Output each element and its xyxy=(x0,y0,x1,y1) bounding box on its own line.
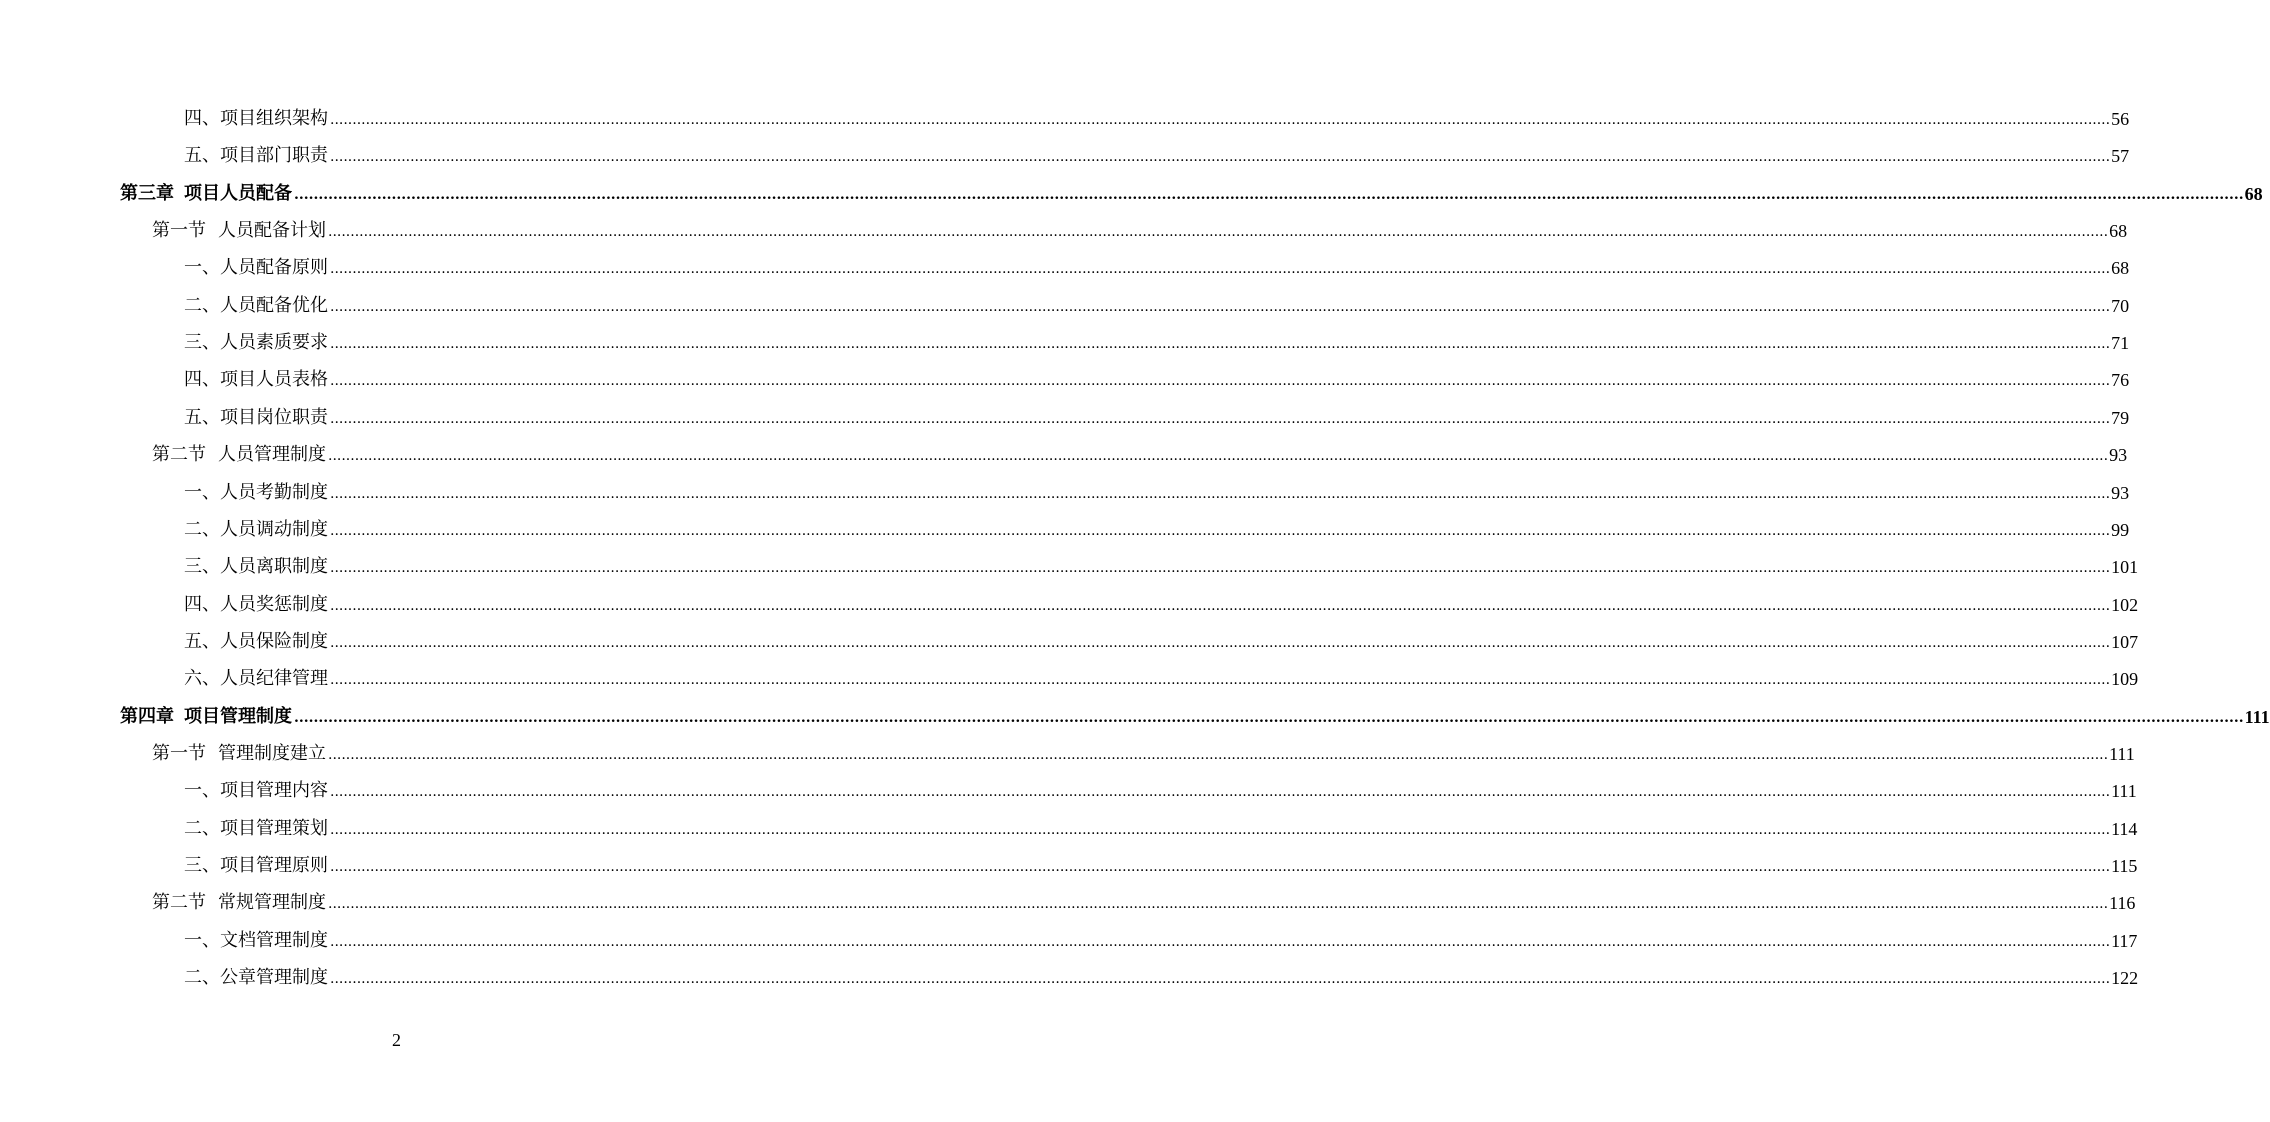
toc-entry-title: 人员纪律管理 xyxy=(220,668,328,690)
toc-entry[interactable] xyxy=(184,772,2137,802)
toc-entry-page: 122 xyxy=(2111,968,2139,989)
toc-entry-title: 项目岗位职责 xyxy=(220,406,328,428)
toc-entry[interactable] xyxy=(184,623,2139,653)
toc-entry[interactable] xyxy=(152,436,2128,466)
dot-leader: ................................................................................................................................................................................................................................................................................................................................................................................................................ xyxy=(330,336,2111,353)
toc-entry-title: 项目人员配备 xyxy=(184,182,292,204)
toc-entry-page: 109 xyxy=(2111,669,2139,690)
toc-entry-title: 常规管理制度 xyxy=(218,892,326,914)
toc-entry[interactable] xyxy=(152,212,2128,242)
dot-leader: ................................................................................................................................................................................................................................................................................................................................................................................................................ xyxy=(294,186,2244,203)
toc-entry-title: 人员调动制度 xyxy=(220,518,328,540)
toc-entry-number: 五、 xyxy=(184,406,220,428)
toc-entry-title: 管理制度建立 xyxy=(218,742,326,764)
toc-entry-page: 93 xyxy=(2109,445,2128,466)
toc-entry-number: 五、 xyxy=(184,630,220,652)
toc-entry-number: 一、 xyxy=(184,257,220,279)
dot-leader: ................................................................................................................................................................................................................................................................................................................................................................................................................ xyxy=(328,896,2109,913)
toc-entry-title: 人员配备优化 xyxy=(220,294,328,316)
toc-entry-number: 二、 xyxy=(184,518,220,540)
toc-entry-page: 79 xyxy=(2111,407,2130,428)
toc-entry-number: 四、 xyxy=(184,593,220,615)
toc-entry-number: 第三章 xyxy=(120,182,174,204)
toc-entry[interactable] xyxy=(184,548,2139,578)
dot-leader: ................................................................................................................................................................................................................................................................................................................................................................................................................ xyxy=(330,634,2111,651)
toc-entry-number: 六、 xyxy=(184,668,220,690)
dot-leader: ................................................................................................................................................................................................................................................................................................................................................................................................................ xyxy=(294,709,2244,726)
toc-entry-page: 68 xyxy=(2111,258,2130,279)
dot-leader: ................................................................................................................................................................................................................................................................................................................................................................................................................ xyxy=(330,672,2111,689)
toc-entry[interactable] xyxy=(120,175,2263,205)
toc-entry-page: 111 xyxy=(2244,706,2270,727)
toc-entry-number: 五、 xyxy=(184,145,220,167)
toc-entry-number: 二、 xyxy=(184,967,220,989)
toc-entry-title: 项目人员表格 xyxy=(220,369,328,391)
dot-leader: ................................................................................................................................................................................................................................................................................................................................................................................................................ xyxy=(328,746,2109,763)
dot-leader: ................................................................................................................................................................................................................................................................................................................................................................................................................ xyxy=(330,298,2111,315)
toc-entry[interactable] xyxy=(184,399,2130,429)
toc-entry-title: 人员配备计划 xyxy=(218,220,326,242)
toc-entry-title: 公章管理制度 xyxy=(220,967,328,989)
dot-leader: ................................................................................................................................................................................................................................................................................................................................................................................................................ xyxy=(328,448,2109,465)
toc-entry[interactable] xyxy=(184,810,2138,840)
toc-entry[interactable] xyxy=(184,922,2138,952)
toc-entry-number: 三、 xyxy=(184,332,220,354)
dot-leader: ................................................................................................................................................................................................................................................................................................................................................................................................................ xyxy=(330,560,2111,577)
toc-entry-number: 二、 xyxy=(184,294,220,316)
toc-entry-number: 第二节 xyxy=(152,444,206,466)
toc-entry-page: 116 xyxy=(2109,893,2136,914)
toc-entry[interactable] xyxy=(184,959,2139,989)
toc-entry-page: 99 xyxy=(2111,519,2130,540)
dot-leader: ................................................................................................................................................................................................................................................................................................................................................................................................................ xyxy=(330,821,2111,838)
toc-entry-number: 三、 xyxy=(184,855,220,876)
dot-leader: ................................................................................................................................................................................................................................................................................................................................................................................................................ xyxy=(330,597,2111,614)
toc-entry[interactable] xyxy=(184,287,2130,317)
toc-entry-number: 第一节 xyxy=(152,220,206,242)
toc-entry-page: 102 xyxy=(2111,594,2139,615)
toc-entry-number: 一、 xyxy=(184,481,220,503)
toc-entry-title: 项目管理原则 xyxy=(220,855,328,876)
toc-entry[interactable] xyxy=(184,324,2130,354)
toc-entry[interactable] xyxy=(184,511,2130,541)
toc-entry-number: 二、 xyxy=(184,817,220,839)
toc-entry-title: 项目管理制度 xyxy=(184,705,292,727)
toc-entry-title: 人员素质要求 xyxy=(220,332,328,354)
toc-entry-title: 文档管理制度 xyxy=(220,929,328,951)
toc-entry[interactable] xyxy=(184,847,2138,877)
toc-entry-title: 人员保险制度 xyxy=(220,630,328,652)
toc-entry[interactable] xyxy=(184,586,2139,616)
toc-entry-page: 56 xyxy=(2111,109,2130,129)
dot-leader: ................................................................................................................................................................................................................................................................................................................................................................................................................ xyxy=(330,485,2111,502)
toc-entry[interactable] xyxy=(184,660,2139,690)
toc-entry-page: 101 xyxy=(2111,557,2139,578)
toc-entry[interactable] xyxy=(184,100,2130,130)
toc-entry-page: 71 xyxy=(2111,333,2130,354)
toc-entry-number: 第四章 xyxy=(120,705,174,727)
toc-entry[interactable] xyxy=(184,361,2130,391)
toc-entry-number: 第二节 xyxy=(152,892,206,914)
dot-leader: ................................................................................................................................................................................................................................................................................................................................................................................................................ xyxy=(330,971,2111,988)
toc-entry-page: 68 xyxy=(2244,183,2263,204)
toc-entry-number: 四、 xyxy=(184,108,220,129)
toc-entry[interactable] xyxy=(184,249,2130,279)
toc-entry[interactable] xyxy=(184,474,2130,504)
toc-entry-page: 107 xyxy=(2111,631,2139,652)
toc-entry-title: 项目组织架构 xyxy=(220,108,328,129)
dot-leader: ................................................................................................................................................................................................................................................................................................................................................................................................................ xyxy=(330,522,2111,539)
toc-entry-page: 115 xyxy=(2111,856,2138,876)
toc-entry[interactable] xyxy=(184,137,2130,167)
toc-entry[interactable] xyxy=(152,735,2135,765)
toc-entry-title: 项目管理内容 xyxy=(220,780,328,802)
toc-entry-page: 57 xyxy=(2111,146,2130,167)
dot-leader: ................................................................................................................................................................................................................................................................................................................................................................................................................ xyxy=(330,261,2111,278)
toc-entry-number: 一、 xyxy=(184,780,220,802)
toc-entry-title: 人员配备原则 xyxy=(220,257,328,279)
toc-entry-number: 四、 xyxy=(184,369,220,391)
dot-leader: ................................................................................................................................................................................................................................................................................................................................................................................................................ xyxy=(330,410,2111,427)
toc-entry-page: 68 xyxy=(2109,221,2128,242)
dot-leader: ................................................................................................................................................................................................................................................................................................................................................................................................................ xyxy=(330,784,2111,801)
toc-entry-number: 第一节 xyxy=(152,742,206,764)
toc-entry-page: 114 xyxy=(2111,818,2138,839)
toc-entry-page: 111 xyxy=(2109,743,2135,764)
toc-entry-page: 76 xyxy=(2111,370,2130,391)
toc-entry-page: 117 xyxy=(2111,930,2138,951)
dot-leader: ................................................................................................................................................................................................................................................................................................................................................................................................................ xyxy=(330,859,2111,875)
toc-entry-number: 三、 xyxy=(184,556,220,578)
toc-entry[interactable] xyxy=(152,884,2136,914)
toc-entry-title: 项目部门职责 xyxy=(220,145,328,167)
dot-leader: ................................................................................................................................................................................................................................................................................................................................................................................................................ xyxy=(330,112,2111,128)
toc-entry-page: 70 xyxy=(2111,295,2130,316)
page-number: 2 xyxy=(392,1030,401,1050)
dot-leader: ................................................................................................................................................................................................................................................................................................................................................................................................................ xyxy=(328,224,2109,241)
toc-entry-title: 项目管理策划 xyxy=(220,817,328,839)
toc-entry[interactable] xyxy=(120,698,2270,728)
toc-entry-number: 一、 xyxy=(184,929,220,951)
toc-entry-page: 93 xyxy=(2111,482,2130,503)
toc-entry-title: 人员离职制度 xyxy=(220,556,328,578)
toc-entry-title: 人员考勤制度 xyxy=(220,481,328,503)
toc-entry-title: 人员奖惩制度 xyxy=(220,593,328,615)
dot-leader: ................................................................................................................................................................................................................................................................................................................................................................................................................ xyxy=(330,149,2111,166)
toc-entry-page: 111 xyxy=(2111,781,2137,802)
dot-leader: ................................................................................................................................................................................................................................................................................................................................................................................................................ xyxy=(330,373,2111,390)
toc-entry-title: 人员管理制度 xyxy=(218,444,326,466)
dot-leader: ................................................................................................................................................................................................................................................................................................................................................................................................................ xyxy=(330,933,2111,950)
